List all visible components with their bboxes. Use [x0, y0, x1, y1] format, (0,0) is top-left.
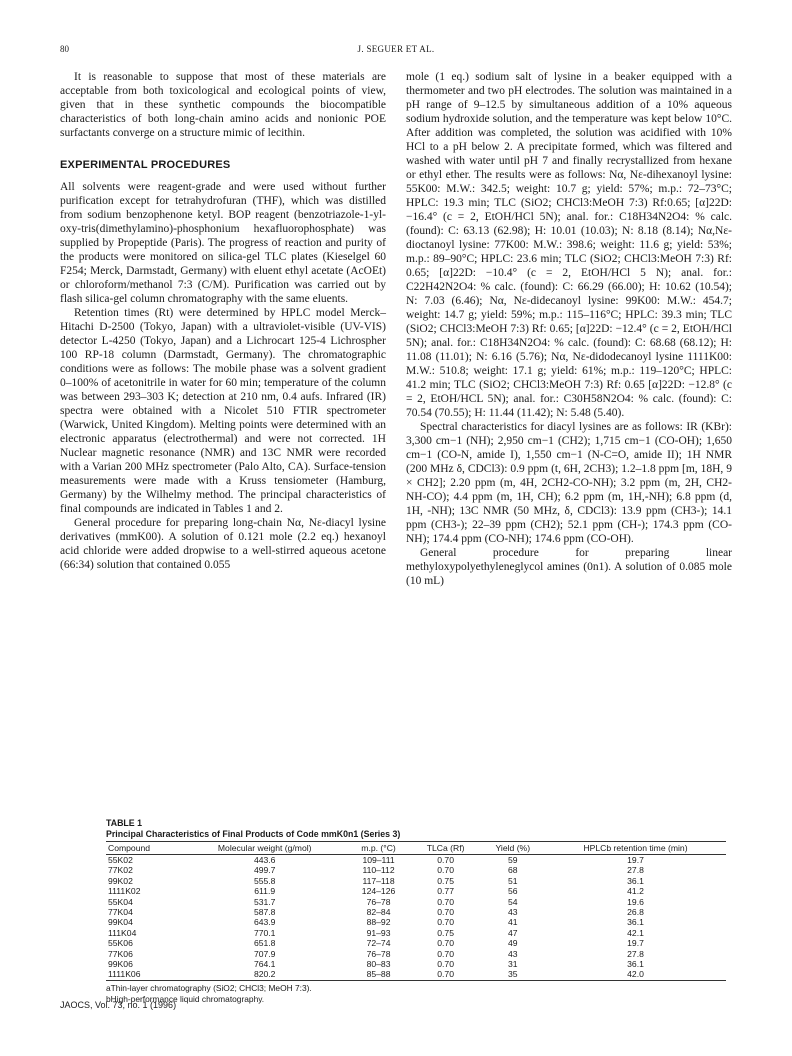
table-row	[106, 928, 726, 938]
table-cell: 51	[508, 875, 518, 886]
table-cell: 19.7	[627, 855, 644, 865]
table-cell: 56	[508, 886, 518, 897]
table-cell: 99K06	[108, 959, 133, 970]
table-cell: 77K04	[108, 907, 133, 918]
table-cell: 0.70	[437, 938, 454, 949]
table-cell: 99K02	[108, 875, 133, 886]
table-cell: 499.7	[253, 865, 276, 876]
table-row	[106, 907, 726, 917]
table-cell: 47	[508, 927, 518, 938]
table-cell: 111K04	[108, 927, 137, 938]
section-heading: EXPERIMENTAL PROCEDURES	[60, 159, 231, 171]
table-cell: 587.8	[253, 907, 276, 918]
table-cell: 41.2	[627, 886, 644, 897]
table-cell: 531.7	[253, 896, 276, 907]
table-row	[106, 897, 726, 907]
table-row	[106, 938, 726, 948]
table-cell: 43	[508, 948, 518, 959]
running-head: J. SEGUER ET AL.	[357, 44, 435, 54]
table-cell: 35	[481, 969, 545, 980]
page-header	[60, 44, 732, 58]
table-cell: 611.9	[254, 886, 276, 897]
table-cell: 0.70	[411, 969, 481, 980]
procedure-paragraph: General procedure for preparing long-chain Nα, Nε-diacyl lysine derivatives (mmK00). A solution of 0.121 mole (2.2 eq.) hexanoyl acid chloride were added dropwise to a well-stirred aqueous acetone (66:34) solution that contained 0.055	[60, 517, 386, 571]
table-cell: 31	[508, 959, 518, 970]
table-cell: 643.9	[253, 917, 276, 928]
table-1	[106, 818, 726, 1005]
col-header-mw: Molecular weight (g/mol)	[183, 842, 346, 855]
table-cell: 0.70	[437, 917, 454, 928]
spectral-paragraph: Spectral characteristics for diacyl lysines are as follows: IR (KBr): 3,300 cm−1 (NH); 2,950 cm−1 (CH2); 1,715 cm−1 (CO-OH); 1,650 cm−1 (CO-N, amide I), 1,550 cm−1 (N-C=O, amide II); 1H NMR (200 MHz δ, CDCl3): 0.9 ppm (t, 6H, 2CH3); 1.2–1.8 ppm [m, 18H, 9 × CH2]; 2.20 ppm (m, 4H, 2CH2-CO-NH); 3.2 ppm (m, 2H, CH2-NH-CO); 4.4 ppm (m, 1H, CH); 6.2 ppm (m, 1H,-NH); 6.8 ppm (d, 1H, -NH); 13C NMR (50 MHz, δ, CDCl3): 13.9 ppm (CH3-); 14.1 ppm (CH3-); 22–39 ppm (CH2); 52.1 ppm (CH-); 174.3 ppm (CO-NH); 174.4 ppm (CO-NH); 174.6 ppm (CO-OH).	[406, 421, 732, 545]
intro-paragraph: It is reasonable to suppose that most of these materials are acceptable from both toxicological and ecological points of view, given that in these synthetic compounds the biocompatible characteristics of both long-chain amino acids and nonionic POE surfactants converge on a structure mimic of lecithin.	[60, 71, 386, 139]
table-cell: 55K02	[108, 855, 133, 865]
table-cell: 76–78	[366, 896, 391, 907]
table-label: TABLE 1	[106, 818, 143, 828]
table-cell: 0.70	[437, 855, 454, 865]
col-header-mp: m.p. (°C)	[346, 842, 410, 855]
table-row	[106, 886, 726, 896]
table-cell: 36.1	[627, 959, 644, 970]
table-cell: 41	[508, 917, 518, 928]
table-cell: 77K02	[108, 865, 133, 876]
col-header-yield: Yield (%)	[481, 842, 545, 855]
table-cell: 0.70	[437, 896, 454, 907]
page-number: 80	[60, 44, 69, 54]
table-title: Principal Characteristics of Final Products of Code mmK0n1 (Series 3)	[106, 829, 401, 839]
results-paragraph: mole (1 eq.) sodium salt of lysine in a beaker equipped with a thermometer and two pH electrodes. The solution was maintained in a pH range of 9–12.5 by simultaneous addition of a 10% aqueous sodium hydroxide solution, and the temperature was kept below 10°C. After addition was completed, the solution was acidified with 10% HCl to a pH below 2. A precipitate formed, which was filtered and washed with water until pH 7 and finally recrystallized from hexane or ethyl ether. The results were as follows: Nα, Nε-dihexanoyl lysine: 55K00: M.W.: 342.5; weight: 10.7 g; yield: 57%; m.p.: 72–73°C; HPLC: 19.3 min; TLC (SiO2; CHCl3:MeOH 7:3) Rf:0.65; [α]22D: −16.4° (c = 2, EtOH/HCl 5N); anal. for.: C18H34N2O4: % calc. (found): C: 63.13 (62.98); H: 10.01 (10.03); N: 8.18 (8.14); Nα,Nε-dioctanoyl lysine: 77K00: M.W.: 398.6; weight: 11.6 g; yield: 53%; m.p.: 89–90°C; HPLC: 23.6 min; TLC (SiO2; CHCl3:MeOH 7:3) Rf: 0.65; [α]22D: −10.4° (c = 2, EtOH/HCl 5 N); anal. for.: C22H42N2O4: % calc. (found): C: 66.29 (66.00); H: 10.62 (10.54); N: 7.03 (6.46); Nα, Nε-didecanoyl lysine: 99K00: M.W.: 454.7; weight: 14.7 g; yield: 59%; m.p.: 115–116°C; HPLC: 39.3 min; TLC (SiO2; CHCl3:MeOH 7:3) Rf: 0.65; [α]22D: −12.4° (c = 2, EtOH/HCl 5N); anal. for.: C18H34N2O4: % calc. (found): C: 68.68 (68.12); H: 11.08 (11.01); N: 6.16 (5.76); Nα, Nε-didodecanoyl lysine 1111K00: M.W.: 510.8; weight: 17.1 g; yield: 61%; m.p.: 119–120°C; HPLC: 41.2 min; TLC (SiO2; CHCl3:MeOH 7:3) Rf: 0.65 [α]22D: −12.8° (c = 2, EtOH/HCL 5N); anal. for.: C30H58N2O4: % calc. (found): C: 70.54 (70.55); H: 11.44 (11.42); N: 5.48 (5.40).	[406, 71, 732, 419]
table-cell: 770.1	[253, 927, 276, 938]
table-cell: 0.70	[437, 865, 454, 876]
footnote-a: aThin-layer chromatography (SiO2; CHCl3; MeOH 7:3).	[106, 982, 312, 993]
table-cell: 1111K06	[106, 969, 183, 980]
table-cell: 91–93	[366, 927, 391, 938]
table-cell: 85–88	[346, 969, 410, 980]
table-cell: 707.9	[253, 948, 276, 959]
table-cell: 19.6	[627, 896, 644, 907]
table-cell: 110–112	[362, 865, 395, 876]
table-cell: 651.8	[253, 938, 276, 949]
col-header-compound: Compound	[106, 842, 183, 855]
table-cell: 80–83	[366, 959, 391, 970]
table-cell: 109–111	[362, 855, 395, 865]
table-cell: 124–126	[361, 886, 396, 897]
col-header-tlc: TLCa (Rf)	[411, 842, 481, 855]
characteristics-table	[106, 841, 726, 981]
table-cell: 43	[508, 907, 518, 918]
table-header-row	[106, 842, 726, 855]
footnote-b: bHigh-performance liquid chromatography.	[106, 993, 265, 1004]
left-column	[60, 70, 386, 572]
table-cell: 36.1	[627, 917, 644, 928]
table-row	[106, 865, 726, 875]
table-row	[106, 969, 726, 980]
table-cell: 27.8	[627, 948, 644, 959]
table-row	[106, 959, 726, 969]
materials-paragraph: All solvents were reagent-grade and were used without further purification except for tetrahydrofuran (THF), which was distilled from sodium benzophenone ketyl. BOP reagent (benzotriazole-1-yl-oxy-tris(dimethylamino)-phosphonium hexafluorophosphate) was supplied by Propeptide (Paris). The progress of reaction and purity of the products were monitored on silica-gel TLC plates (Kieselgel 60 F254; Merck, Darmstadt, Germany) with eluent ethyl acetate (AcOEt) or chloroform/methanol 7:3 (C/M). Purification was carried out by flash silica-gel column chromatography with the same eluents.	[60, 181, 386, 305]
table-cell: 0.77	[437, 886, 454, 897]
col-header-hplc: HPLCb retention time (min)	[545, 842, 726, 855]
table-cell: 49	[508, 938, 518, 949]
table-cell: 54	[508, 896, 518, 907]
table-cell: 82–84	[366, 907, 391, 918]
table-cell: 77K06	[108, 948, 133, 959]
table-row	[106, 917, 726, 927]
journal-citation: JAOCS, Vol. 73, no. 1 (1996)	[60, 1000, 177, 1010]
table-cell: 820.2	[183, 969, 346, 980]
table-cell: 36.1	[627, 875, 644, 886]
table-cell: 555.8	[253, 875, 276, 886]
procedure-amines-paragraph: General procedure for preparing linear methyloxypolyethyleneglycol amines (0n1). A solution of 0.085 mole (10 mL)	[406, 547, 732, 587]
table-cell: 27.8	[627, 865, 644, 876]
table-cell: 42.0	[545, 969, 726, 980]
table-cell: 88–92	[366, 917, 391, 928]
table-cell: 0.70	[437, 959, 454, 970]
table-row	[106, 949, 726, 959]
table-row	[106, 876, 726, 886]
table-cell: 764.1	[253, 959, 276, 970]
right-column	[406, 70, 732, 588]
table-cell: 26.8	[627, 907, 644, 918]
table-row	[106, 855, 726, 866]
table-cell: 443.6	[253, 855, 276, 865]
table-cell: 0.70	[437, 907, 454, 918]
table-cell: 0.75	[437, 927, 454, 938]
table-cell: 99K04	[108, 917, 133, 928]
table-cell: 42.1	[627, 927, 644, 938]
table-cell: 0.70	[437, 948, 454, 959]
table-cell: 55K04	[108, 896, 133, 907]
table-cell: 1111K02	[108, 886, 141, 897]
table-cell: 68	[508, 865, 518, 876]
table-cell: 76–78	[366, 948, 391, 959]
table-cell: 55K06	[108, 938, 133, 949]
table-cell: 117–118	[362, 875, 395, 886]
table-cell: 0.75	[437, 875, 454, 886]
table-cell: 59	[508, 855, 518, 865]
table-cell: 19.7	[627, 938, 644, 949]
table-cell: 72–74	[366, 938, 391, 949]
table-body	[106, 855, 726, 981]
instruments-paragraph: Retention times (Rt) were determined by HPLC model Merck–Hitachi D-2500 (Tokyo, Japan) with a ultraviolet-visible (UV-VIS) detector L-4250 (Tokyo, Japan) and a Lichrocart 125-4 Lichrospher 100 RP-18 column (Darmstadt, Germany). The chromatographic conditions were as follows: The mobile phase was a solvent gradient 0–100% of acetonitrile in water for 60 min; temperature of the column was between 293–303 K; detection at 210 nm, 0.4 aufs. Infrared (IR) spectra were obtained with a Nicolet 510 FTIR spectrometer (Warwick, United Kingdom). Melting points were determined with an electronic apparatus (electrothermal) and were not corrected. 1H Nuclear magnetic resonance (NMR) and 13C NMR were recorded with a Varian 200 MHz spectrometer (Palo Alto, CA). Surface-tension measurements were made with a Kruss tensiometer (Hamburg, Germany) by the Wilhelmy method. The principal characteristics of final compounds are indicated in Tables 1 and 2.	[60, 307, 386, 515]
